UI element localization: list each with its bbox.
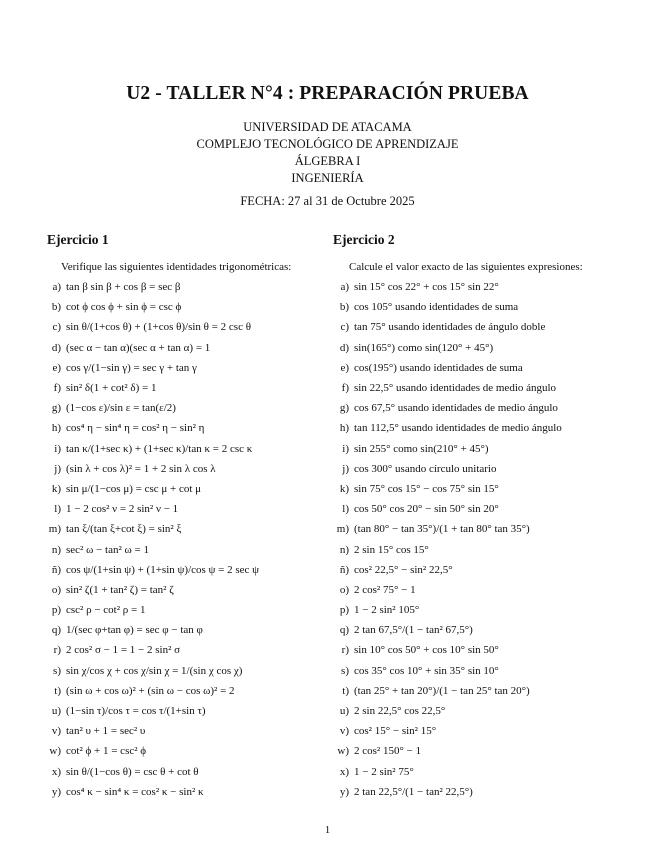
list-item bbox=[47, 479, 259, 499]
item-label: r) bbox=[53, 644, 61, 657]
list-item bbox=[333, 741, 562, 761]
item-expression: tan² υ + 1 = sec² υ bbox=[66, 725, 146, 738]
item-label: u) bbox=[339, 705, 349, 718]
list-item bbox=[47, 640, 259, 660]
list-item bbox=[47, 418, 259, 438]
item-expression: cos(195°) usando identidades de suma bbox=[354, 361, 523, 374]
list-item bbox=[47, 439, 259, 459]
list-item bbox=[47, 338, 259, 358]
item-expression: tan 75° usando identidades de ángulo doble bbox=[354, 321, 546, 334]
list-item bbox=[333, 479, 562, 499]
institution-line: ÁLGEBRA I bbox=[294, 154, 361, 168]
list-item bbox=[47, 600, 259, 620]
item-label: s) bbox=[53, 664, 61, 677]
list-item bbox=[333, 721, 562, 741]
list-item bbox=[333, 499, 562, 519]
item-expression: tan κ/(1+sec κ) + (1+sec κ)/tan κ = 2 csc κ bbox=[66, 442, 253, 455]
item-label: j) bbox=[54, 462, 61, 475]
exercise-1-title: Ejercicio 1 bbox=[47, 232, 109, 247]
institution-line: UNIVERSIDAD DE ATACAMA bbox=[243, 120, 412, 134]
item-expression: cos 105° usando identidades de suma bbox=[354, 301, 519, 314]
exercise-2-list bbox=[333, 277, 562, 802]
document-title: U2 - TALLER N°4 : PREPARACIÓN PRUEBA bbox=[126, 83, 529, 104]
item-expression: sin 22,5° usando identidades de medio ángulo bbox=[354, 382, 557, 395]
item-expression: tan 112,5° usando identidades de medio ángulo bbox=[354, 422, 562, 435]
list-item bbox=[333, 459, 562, 479]
list-item bbox=[47, 782, 259, 802]
item-label: g) bbox=[339, 402, 349, 415]
item-label: k) bbox=[339, 482, 349, 495]
item-label: h) bbox=[51, 422, 61, 435]
list-item bbox=[47, 701, 259, 721]
item-label: n) bbox=[339, 543, 349, 556]
item-expression: cos ψ/(1+sin ψ) + (1+sin ψ)/cos ψ = 2 sec ψ bbox=[66, 563, 260, 576]
item-expression: (tan 25° + tan 20°)/(1 − tan 25° tan 20°) bbox=[354, 684, 530, 697]
item-label: a) bbox=[340, 281, 349, 294]
list-item bbox=[333, 297, 562, 317]
item-expression: cot ϕ cos ϕ + sin ϕ = csc ϕ bbox=[66, 301, 182, 314]
item-expression: sin² δ(1 + cot² δ) = 1 bbox=[66, 382, 157, 395]
list-item bbox=[333, 338, 562, 358]
item-label: u) bbox=[51, 705, 61, 718]
list-item bbox=[333, 277, 562, 297]
item-label: d) bbox=[339, 341, 349, 354]
list-item bbox=[47, 721, 259, 741]
institution-line: COMPLEJO TECNOLÓGICO DE APRENDIZAJE bbox=[196, 137, 459, 151]
exercise-1-section bbox=[47, 232, 317, 798]
list-item bbox=[47, 499, 259, 519]
item-expression: cot² ϕ + 1 = csc² ϕ bbox=[66, 745, 147, 758]
item-label: m) bbox=[336, 523, 349, 536]
item-expression: sin² ζ(1 + tan² ζ) = tan² ζ bbox=[66, 583, 174, 596]
item-label: b) bbox=[339, 301, 349, 314]
item-label: w) bbox=[49, 745, 61, 758]
item-label: o) bbox=[51, 583, 61, 596]
item-label: i) bbox=[342, 442, 349, 455]
list-item bbox=[333, 600, 562, 620]
list-item bbox=[333, 539, 562, 559]
list-item bbox=[47, 519, 259, 539]
list-item bbox=[47, 398, 259, 418]
list-item bbox=[333, 701, 562, 721]
item-label: h) bbox=[339, 422, 349, 435]
item-expression: cos² 22,5° − sin² 22,5° bbox=[354, 563, 453, 576]
list-item bbox=[333, 398, 562, 418]
list-item bbox=[47, 277, 259, 297]
list-item bbox=[47, 317, 259, 337]
item-expression: 2 tan 22,5°/(1 − tan² 22,5°) bbox=[354, 785, 473, 798]
item-label: e) bbox=[340, 361, 349, 374]
item-expression: sin(165°) como sin(120° + 45°) bbox=[354, 341, 494, 354]
list-item bbox=[47, 560, 259, 580]
list-item bbox=[47, 762, 259, 782]
item-label: p) bbox=[51, 604, 61, 617]
item-label: w) bbox=[337, 745, 349, 758]
item-expression: sin χ/cos χ + cos χ/sin χ = 1/(sin χ cos χ) bbox=[66, 664, 243, 677]
exercise-2-title: Ejercicio 2 bbox=[333, 232, 395, 247]
list-item bbox=[47, 741, 259, 761]
list-item bbox=[333, 378, 562, 398]
date-line: FECHA: 27 al 31 de Octubre 2025 bbox=[240, 194, 415, 208]
item-label: v) bbox=[339, 725, 349, 738]
item-expression: 2 sin 15° cos 15° bbox=[354, 543, 429, 556]
list-item bbox=[333, 519, 562, 539]
item-label: b) bbox=[51, 301, 61, 314]
item-expression: sin 15° cos 22° + cos 15° sin 22° bbox=[354, 281, 499, 294]
item-label: e) bbox=[52, 361, 61, 374]
item-expression: sin 255° como sin(210° + 45°) bbox=[354, 442, 489, 455]
item-expression: tan ξ/(tan ξ+cot ξ) = sin² ξ bbox=[66, 523, 182, 536]
item-label: p) bbox=[339, 604, 349, 617]
list-item bbox=[333, 580, 562, 600]
item-expression: 1 − 2 sin² 105° bbox=[354, 604, 420, 617]
list-item bbox=[47, 358, 259, 378]
item-label: c) bbox=[340, 321, 349, 334]
item-label: r) bbox=[341, 644, 349, 657]
exercise-1-list bbox=[47, 277, 259, 802]
list-item bbox=[333, 358, 562, 378]
item-expression: 2 tan 67,5°/(1 − tan² 67,5°) bbox=[354, 624, 473, 637]
item-label: k) bbox=[51, 482, 61, 495]
item-expression: sin 75° cos 15° − cos 75° sin 15° bbox=[354, 482, 499, 495]
item-label: t) bbox=[54, 684, 61, 697]
page-number: 1 bbox=[324, 824, 331, 836]
item-label: n) bbox=[51, 543, 61, 556]
list-item bbox=[333, 681, 562, 701]
institution-block bbox=[0, 119, 655, 187]
item-expression: cos⁴ κ − sin⁴ κ = cos² κ − sin² κ bbox=[66, 785, 204, 798]
item-label: s) bbox=[341, 664, 349, 677]
item-label: i) bbox=[54, 442, 61, 455]
item-expression: cos 50° cos 20° − sin 50° sin 20° bbox=[354, 503, 499, 516]
list-item bbox=[47, 459, 259, 479]
item-label: ñ) bbox=[51, 563, 61, 576]
item-label: y) bbox=[339, 785, 349, 798]
exercise-2-section bbox=[333, 232, 623, 798]
item-expression: (sin λ + cos λ)² = 1 + 2 sin λ cos λ bbox=[66, 462, 216, 475]
item-label: m) bbox=[48, 523, 61, 536]
item-expression: cos 67,5° usando identidades de medio ángulo bbox=[354, 402, 558, 415]
item-label: a) bbox=[52, 281, 61, 294]
item-label: l) bbox=[54, 503, 61, 516]
item-label: t) bbox=[342, 684, 349, 697]
item-expression: sin θ/(1+cos θ) + (1+cos θ)/sin θ = 2 csc θ bbox=[66, 321, 251, 334]
item-label: x) bbox=[339, 765, 349, 778]
item-expression: 2 cos² σ − 1 = 1 − 2 sin² σ bbox=[66, 644, 181, 657]
list-item bbox=[333, 418, 562, 438]
item-expression: 2 cos² 150° − 1 bbox=[354, 745, 422, 758]
item-expression: sin 10° cos 50° + cos 10° sin 50° bbox=[354, 644, 499, 657]
exercise-1-intro: Verifique las siguientes identidades trigonométricas: bbox=[61, 261, 292, 273]
item-label: v) bbox=[51, 725, 61, 738]
item-label: y) bbox=[51, 785, 61, 798]
item-expression: (sin ω + cos ω)² + (sin ω − cos ω)² = 2 bbox=[66, 684, 235, 697]
list-item bbox=[47, 681, 259, 701]
item-label: q) bbox=[51, 624, 61, 637]
list-item bbox=[333, 560, 562, 580]
item-expression: cos² 15° − sin² 15° bbox=[354, 725, 437, 738]
item-expression: (sec α − tan α)(sec α + tan α) = 1 bbox=[66, 341, 211, 354]
item-expression: 1 − 2 cos² ν = 2 sin² ν − 1 bbox=[66, 503, 179, 516]
item-expression: cos γ/(1−sin γ) = sec γ + tan γ bbox=[66, 361, 197, 374]
item-expression: (tan 80° − tan 35°)/(1 + tan 80° tan 35°) bbox=[354, 523, 530, 536]
item-expression: 1 − 2 sin² 75° bbox=[354, 765, 414, 778]
list-item bbox=[47, 539, 259, 559]
item-expression: tan β sin β + cos β = sec β bbox=[66, 281, 181, 294]
item-expression: sin μ/(1−cos μ) = csc μ + cot μ bbox=[66, 482, 202, 495]
item-label: j) bbox=[342, 462, 349, 475]
item-label: l) bbox=[342, 503, 349, 516]
list-item bbox=[333, 620, 562, 640]
list-item bbox=[47, 378, 259, 398]
institution-line: INGENIERÍA bbox=[291, 171, 364, 185]
list-item bbox=[47, 620, 259, 640]
item-expression: 2 sin 22,5° cos 22,5° bbox=[354, 705, 446, 718]
item-expression: cos 300° usando círculo unitario bbox=[354, 462, 497, 475]
list-item bbox=[333, 439, 562, 459]
item-expression: cos 35° cos 10° + sin 35° sin 10° bbox=[354, 664, 499, 677]
item-expression: cos⁴ η − sin⁴ η = cos² η − sin² η bbox=[66, 422, 205, 435]
list-item bbox=[47, 297, 259, 317]
item-label: d) bbox=[51, 341, 61, 354]
list-item bbox=[333, 762, 562, 782]
list-item bbox=[333, 782, 562, 802]
item-label: ñ) bbox=[339, 563, 349, 576]
item-label: c) bbox=[52, 321, 61, 334]
item-expression: (1−sin τ)/cos τ = cos τ/(1+sin τ) bbox=[66, 705, 206, 718]
list-item bbox=[333, 661, 562, 681]
item-expression: sin θ/(1−cos θ) = csc θ + cot θ bbox=[66, 765, 199, 778]
item-label: q) bbox=[339, 624, 349, 637]
item-label: f) bbox=[53, 382, 61, 395]
list-item bbox=[333, 640, 562, 660]
item-label: f) bbox=[341, 382, 349, 395]
list-item bbox=[333, 317, 562, 337]
item-label: o) bbox=[339, 583, 349, 596]
exercise-2-intro: Calcule el valor exacto de las siguientes expresiones: bbox=[349, 261, 583, 273]
item-expression: csc² ρ − cot² ρ = 1 bbox=[66, 604, 146, 617]
item-label: g) bbox=[51, 402, 61, 415]
item-expression: sec² ω − tan² ω = 1 bbox=[66, 543, 149, 556]
item-expression: (1−cos ε)/sin ε = tan(ε/2) bbox=[66, 402, 176, 415]
list-item bbox=[47, 580, 259, 600]
item-label: x) bbox=[51, 765, 61, 778]
list-item bbox=[47, 661, 259, 681]
item-expression: 1/(sec φ+tan φ) = sec φ − tan φ bbox=[66, 624, 203, 637]
item-expression: 2 cos² 75° − 1 bbox=[354, 583, 416, 596]
